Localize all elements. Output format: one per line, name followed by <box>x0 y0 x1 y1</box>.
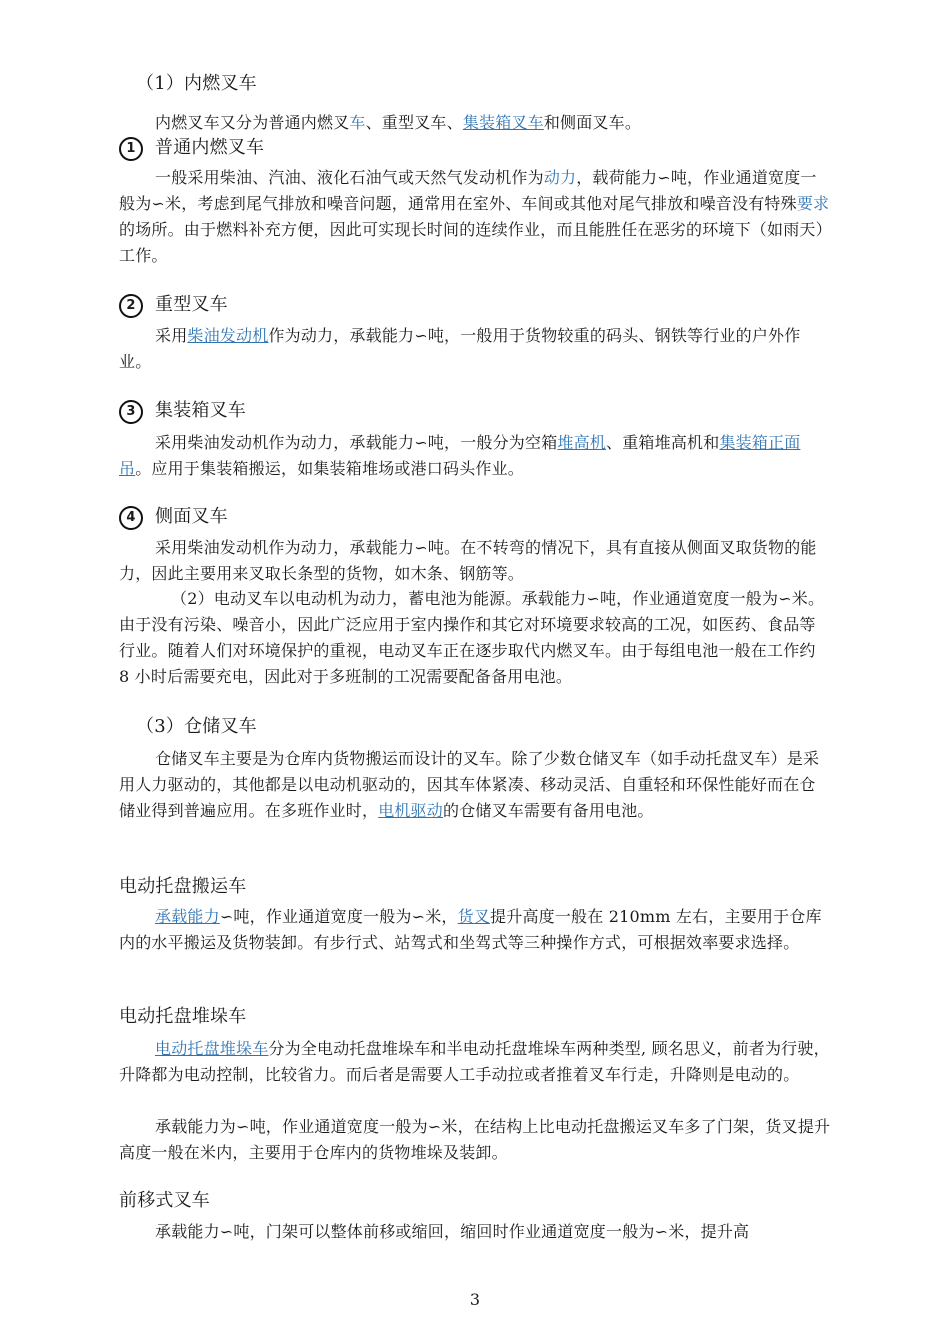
circled-number-1: 1 <box>119 137 143 161</box>
heading-reach-truck: 前移式叉车 <box>119 1190 210 1211</box>
heading-container-forklift: 3 集装箱叉车 <box>119 398 831 424</box>
link-container-forklift[interactable]: 集装箱叉车 <box>462 113 544 132</box>
section-title-warehouse-forklift: （3）仓储叉车 <box>136 716 257 737</box>
heading-side-forklift: 4 侧面叉车 <box>119 504 831 530</box>
circled-number-4: 4 <box>119 506 143 530</box>
link-load-capacity[interactable]: 承载能力 <box>155 907 220 926</box>
paragraph-ordinary-forklift: 一般采用柴油、汽油、液化石油气或天然气发动机作为动力，载荷能力∽吨，作业通道宽度一般为∽米，考虑到尾气排放和噪音问题，通常用在室外、车间或其他对尾气排放和噪音没有特殊要求的场所。由于燃料补充方便，因此可实现长时间的连续作业，而且能胜任在恶劣的环境下（如雨天）工作。 <box>119 168 830 265</box>
paragraph-electric-pallet-truck: 承载能力∽吨，作业通道宽度一般为∽米，货叉提升高度一般在 210mm 左右，主要用于仓库内的水平搬运及货物装卸。有步行式、站驾式和坐驾式等三种操作方式，可根据效率要求选择。 <box>119 907 822 952</box>
link-diesel-engine[interactable]: 柴油发动机 <box>187 326 269 345</box>
paragraph-internal-combustion-intro: 内燃叉车又分为普通内燃叉车、重型叉车、集装箱叉车和侧面叉车。 <box>155 113 642 132</box>
paragraph-warehouse-forklift: 仓储叉车主要是为仓库内货物搬运而设计的叉车。除了少数仓储叉车（如手动托盘叉车）是采用人力驱动的，其他都是以电动机驱动的，因其车体紧凑、移动灵活、自重轻和环保性能好而在仓储业得到普遍应用。在多班作业时，电机驱动的仓储叉车需要有备用电池。 <box>119 749 820 820</box>
paragraph-side-forklift: 采用柴油发动机作为动力，承载能力∽吨。在不转弯的情况下，具有直接从侧面叉取货物的能力，因此主要用来叉取长条型的货物，如木条、钢筋等。 <box>119 538 817 583</box>
link-che[interactable]: 车 <box>349 113 366 132</box>
heading-ordinary-forklift: 1 普通内燃叉车 <box>119 135 831 161</box>
heading-electric-pallet-truck: 电动托盘搬运车 <box>119 876 247 897</box>
paragraph-reach-truck: 承载能力∽吨，门架可以整体前移或缩回，缩回时作业通道宽度一般为∽米，提升高 <box>155 1222 750 1241</box>
link-fork[interactable]: 货叉 <box>457 907 491 926</box>
link-electric-pallet-stacker[interactable]: 电动托盘堆垛车 <box>155 1039 269 1058</box>
link-motor-drive[interactable]: 电机驱动 <box>378 801 444 820</box>
paragraph-electric-pallet-stacker: 电动托盘堆垛车分为全电动托盘堆垛车和半电动托盘堆垛车两种类型, 顾名思义，前者为行驶，升降都为电动控制，比较省力。而后者是需要人工手动拉或者推着叉车行走，升降则是电动的。 <box>119 1039 830 1084</box>
link-requirement[interactable]: 要求 <box>796 194 830 213</box>
link-reach-stacker[interactable]: 集装箱正面吊 <box>119 433 801 478</box>
section-title-internal-combustion: （1）内燃叉车 <box>136 73 257 94</box>
paragraph-stacker-capacity: 承载能力为∽吨，作业通道宽度一般为∽米，在结构上比电动托盘搬运叉车多了门架，货叉提升高度一般在米内，主要用于仓库内的货物堆垛及装卸。 <box>119 1117 831 1162</box>
heading-electric-pallet-stacker: 电动托盘堆垛车 <box>119 1006 247 1027</box>
paragraph-electric-forklift: （2）电动叉车以电动机为动力，蓄电池为能源。承载能力∽吨，作业通道宽度一般为∽米。由于没有污染、噪音小，因此广泛应用于室内操作和其它对环境要求较高的工况，如医药、食品等行业。随着人们对环境保护的重视，电动叉车正在逐步取代内燃叉车。由于每组电池一般在工作约 8 小时后需要充电，因此对于多班制的工况需要配备备用电池。 <box>119 589 825 686</box>
page-number: 3 <box>469 1290 481 1309</box>
heading-heavy-forklift: 2 重型叉车 <box>119 292 831 318</box>
paragraph-container-forklift: 采用柴油发动机作为动力，承载能力∽吨，一般分为空箱堆高机、重箱堆高机和集装箱正面吊。应用于集装箱搬运，如集装箱堆场或港口码头作业。 <box>119 433 801 478</box>
paragraph-heavy-forklift: 采用柴油发动机作为动力，承载能力∽吨，一般用于货物较重的码头、钢铁等行业的户外作业。 <box>119 326 801 371</box>
link-stacker[interactable]: 堆高机 <box>557 433 607 452</box>
circled-number-3: 3 <box>119 400 143 424</box>
link-power[interactable]: 动力 <box>543 168 577 187</box>
circled-number-2: 2 <box>119 294 143 318</box>
